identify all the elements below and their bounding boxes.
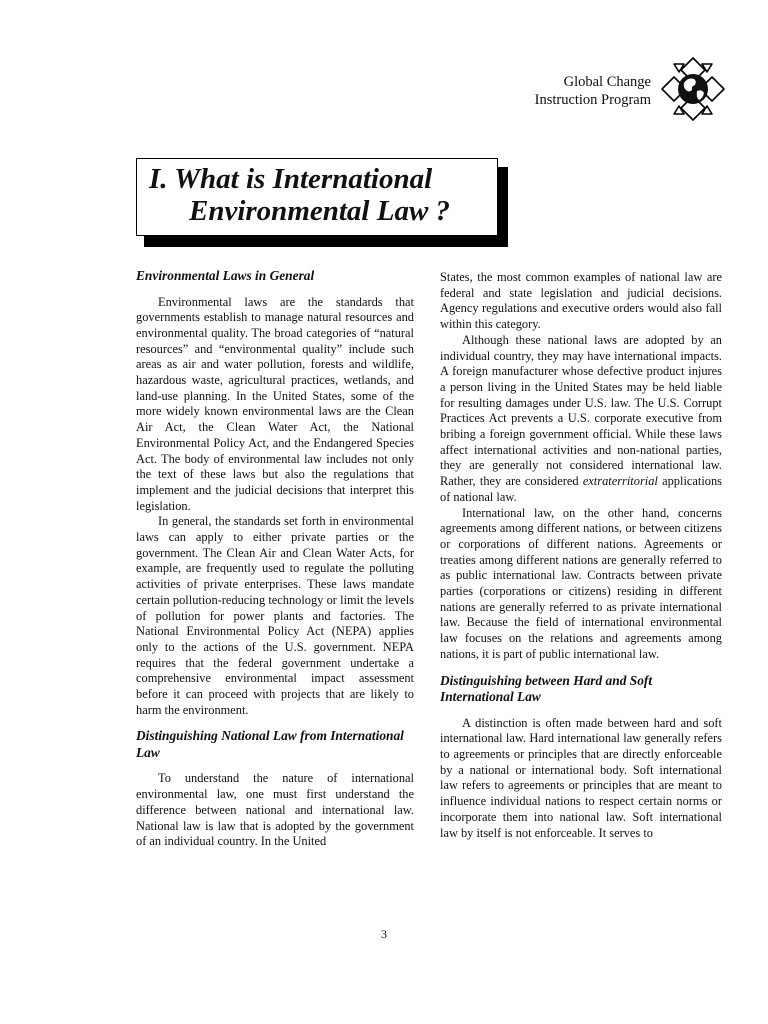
- chapter-title-line2: Environmental Law ?: [189, 195, 451, 227]
- left-column: [136, 268, 414, 850]
- program-name-line2: Instruction Program: [534, 92, 651, 108]
- paragraph: Environmental laws are the standards that governments establish to manage natural resources and environmental quality. The broad categories of “natural resources” and “environmental quality” include such areas as air and water pollution, forests and wildlife, hazardous waste, agricultural practices, wetlands, and land-use planning. In the United States, some of the more widely known environmental laws are the Clean Air Act, the Clean Water Act, the National Environmental Policy Act, and the Endangered Species Act. The body of environmental law includes not only the text of these laws but also the regulations that implement and the judicial decisions that interpret this legislation.: [136, 294, 414, 513]
- paragraph: [440, 333, 722, 506]
- globe-diamond-logo-icon: [660, 56, 726, 122]
- paragraph: A distinction is often made between hard and soft international law. Hard international law generally refers to agreements or principles that are directly enforceable by a national or international body. Soft international law refers to agreements or principles that are meant to influence individual nations to respect certain norms or incorporate them into national law. Soft international law by itself is not enforceable. It serves to: [440, 715, 722, 840]
- chapter-title-box: [136, 158, 498, 236]
- paragraph: International law, on the other hand, concerns agreements among different nations, or between citizens or corporations of different nations. Agreements or treaties among different nations are generally referred to as public international law. Contracts between private parties (corporations or citizens) residing in different nations are generally referred to as private international law. Because the field of international environmental law focuses on the relations and agreements among nations, it is part of public international law.: [440, 505, 722, 661]
- page-number: 3: [381, 927, 387, 941]
- program-name-line1: Global Change: [563, 74, 651, 90]
- program-name: [535, 73, 651, 109]
- paragraph-text: Although these national laws are adopted by an individual country, they may have international impacts. A foreign manufacturer whose defective product injures a person living in the United States may be held liable for resulting damages under U.S. law. The U.S. Corrupt Practices Act prevents a U.S. corporate executive from bribing a foreign government official. While these laws affect international activities and non-national parties, they are generally not considered international law. Rather, they are considered: [440, 332, 722, 489]
- emphasized-term: extraterritorial: [582, 474, 658, 489]
- chapter-title-line1: I. What is International: [149, 163, 433, 195]
- paragraph: In general, the standards set forth in environmental laws can apply to either private parties or the government. The Clean Air and Clean Water Acts, for example, are frequently used to regulate the polluting activities of private enterprises. These laws mandate certain pollution-reducing technology or limit the levels of pollution for power plants and factories. The National Environmental Policy Act (NEPA) applies only to the actions of the U.S. government. NEPA requires that the federal government undertake a comprehensive environmental impact assessment before it can proceed with projects that are likely to harm the environment.: [136, 514, 414, 717]
- section-heading-hard-soft: Distinguishing between Hard and Soft International Law: [440, 672, 653, 705]
- paragraph: To understand the nature of international environmental law, one must first understand the difference between national and international law. National law is law that is adopted by the government of an individual country. In the United: [136, 771, 414, 849]
- right-column: [440, 270, 722, 841]
- section-heading-national-vs-international: Distinguishing National Law from International Law: [136, 728, 404, 760]
- paragraph-text: applications of national law.: [440, 474, 722, 504]
- section-heading-env-laws: Environmental Laws in General: [136, 268, 315, 283]
- paragraph-continued: States, the most common examples of national law are federal and state legislation and judicial decisions. Agency regulations and executive orders would also fall within this category.: [440, 270, 722, 332]
